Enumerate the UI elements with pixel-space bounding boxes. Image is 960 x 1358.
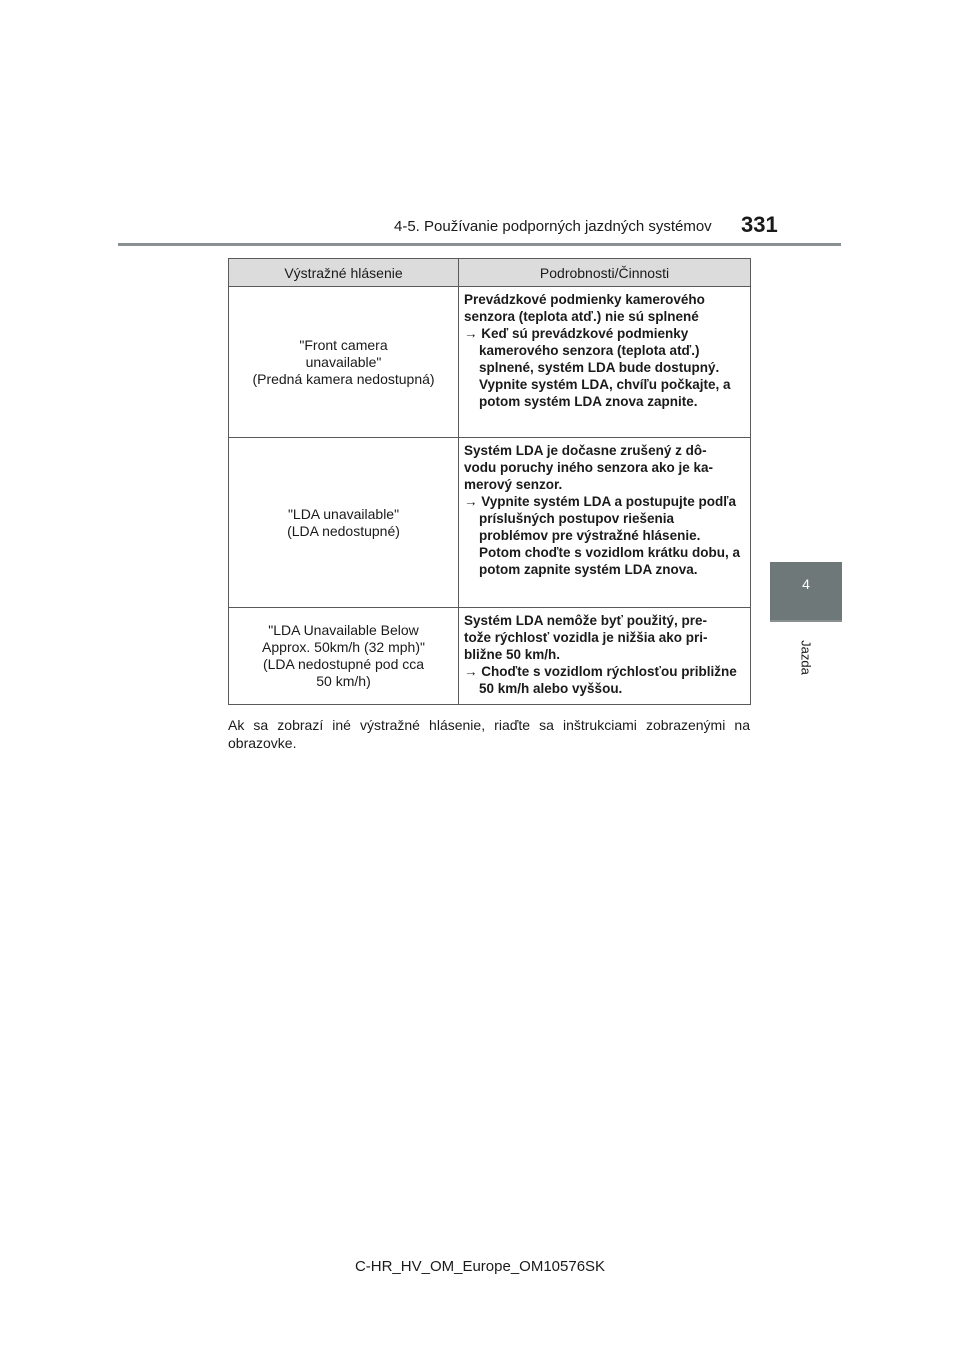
action-text: → Choďte s vozidlom rýchlosťou približne 50 km/h alebo vyššou. bbox=[464, 664, 737, 696]
action-text: → Keď sú prevádzkové podmienky kamerového senzora (teplota atď.) splnené, systém LDA bude dostupný. Vypnite systém LDA, chvíľu počkajte, a potom systém LDA znova zapnite. bbox=[464, 326, 731, 409]
column-header-message: Výstražné hlásenie bbox=[229, 259, 459, 287]
document-code: C-HR_HV_OM_Europe_OM10576SK bbox=[354, 1258, 606, 1275]
column-header-details: Podrobnosti/Činnosti bbox=[459, 259, 751, 287]
detail-line: Prevádzkové podmienky kamerového bbox=[464, 292, 705, 307]
detail-line: Systém LDA nemôže byť použitý, pre- bbox=[464, 613, 708, 628]
action-text: → Vypnite systém LDA a postupujte podľa príslušných postupov riešenia problémov pre výstražné hlásenie. Potom choďte s vozidlom krátku dobu, a potom zapnite systém LDA znova. bbox=[464, 494, 740, 577]
section-title: 4-5. Používanie podporných jazdných systémov bbox=[394, 218, 712, 235]
table-row bbox=[229, 438, 751, 608]
message-line: 50 km/h) bbox=[316, 673, 371, 689]
table-header-row bbox=[229, 259, 751, 287]
detail-line: bližne 50 km/h. bbox=[464, 647, 561, 662]
detail-line: senzora (teplota atď.) nie sú splnené bbox=[464, 309, 699, 324]
header-divider bbox=[118, 243, 841, 246]
message-line: (Predná kamera nedostupná) bbox=[252, 370, 435, 387]
detail-line: merový senzor. bbox=[464, 477, 563, 492]
table-row bbox=[229, 287, 751, 438]
warning-message-cell bbox=[229, 287, 459, 438]
table-row bbox=[229, 608, 751, 705]
details-cell bbox=[459, 438, 751, 608]
detail-line: vodu poruchy iného senzora ako je ka- bbox=[464, 460, 714, 475]
details-cell bbox=[459, 287, 751, 438]
message-line: (LDA nedostupné pod cca bbox=[262, 656, 425, 672]
detail-line: Systém LDA je dočasne zrušený z dô- bbox=[464, 443, 707, 458]
warning-message-cell bbox=[229, 438, 459, 608]
chapter-tab bbox=[770, 562, 842, 620]
message-line: "Front camera bbox=[299, 336, 388, 353]
chapter-tab-divider bbox=[770, 620, 842, 622]
details-cell bbox=[459, 608, 751, 705]
chapter-label: Jazda bbox=[798, 640, 814, 675]
message-line: "LDA Unavailable Below bbox=[268, 622, 419, 638]
message-line: unavailable" bbox=[305, 353, 382, 370]
message-line: (LDA nedostupné) bbox=[287, 522, 400, 539]
message-line: "LDA unavailable" bbox=[287, 505, 400, 522]
page-number: 331 bbox=[741, 212, 778, 237]
message-line: Approx. 50km/h (32 mph)" bbox=[262, 639, 425, 655]
warning-messages-table bbox=[228, 258, 751, 705]
footnote-text: Ak sa zobrazí iné výstražné hlásenie, riaďte sa inštrukciami zobrazenými na obrazovke. bbox=[228, 717, 750, 751]
detail-line: tože rýchlosť vozidla je nižšia ako pri- bbox=[464, 630, 708, 645]
chapter-number: 4 bbox=[802, 576, 810, 592]
warning-message-cell bbox=[229, 608, 459, 705]
